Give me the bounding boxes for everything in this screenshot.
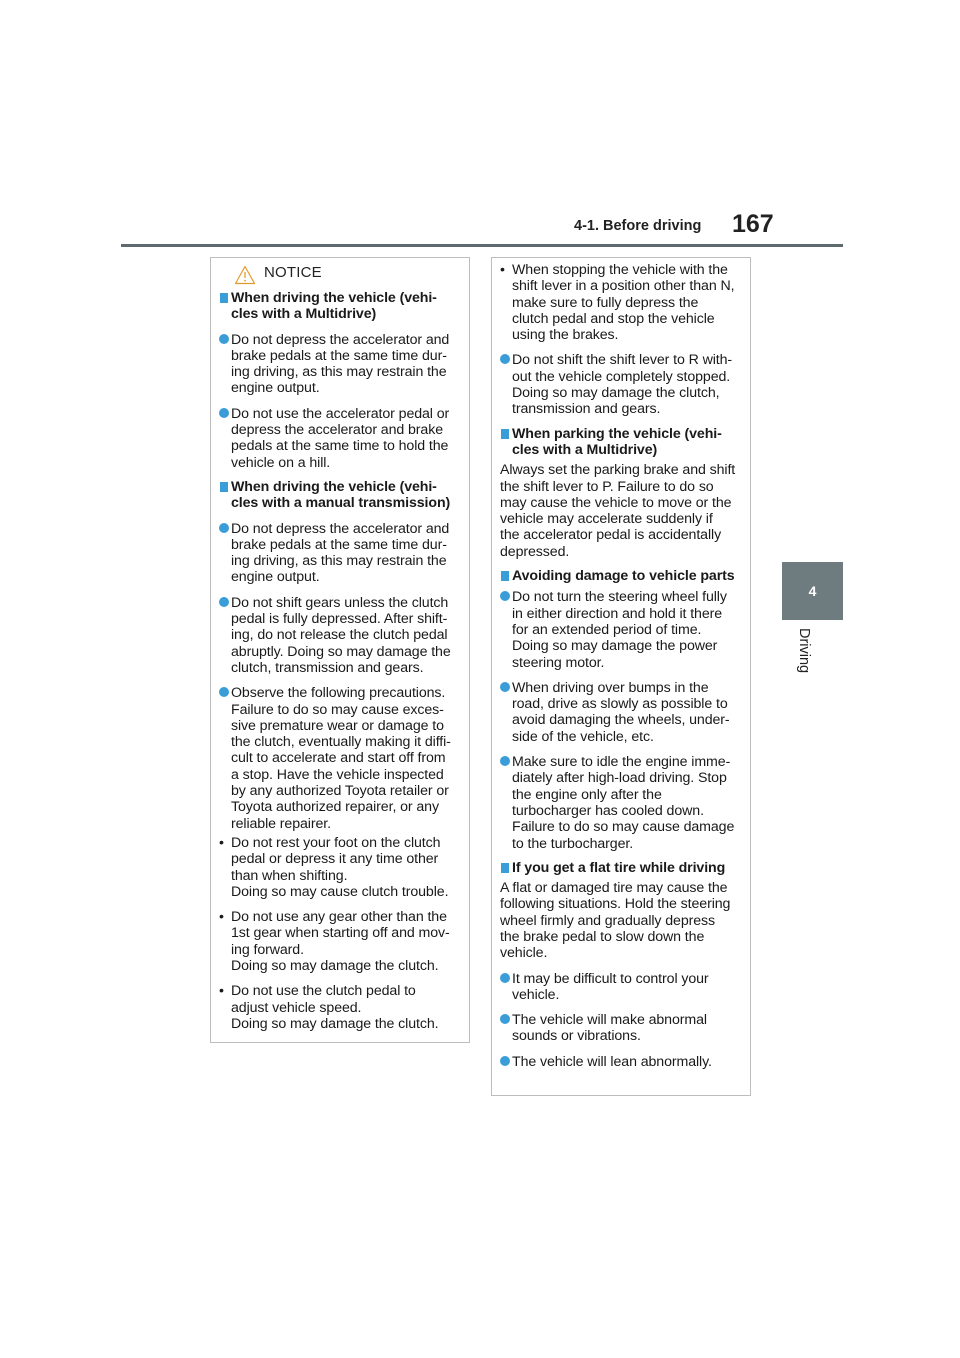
section-heading: When driving the vehicle (vehi- cles with a manual transmission) <box>219 479 466 512</box>
header-rule <box>121 244 843 247</box>
section-title: 4-1. Before driving <box>574 218 702 234</box>
list-item: Do not depress the accelerator and brake pedals at the same time dur- ing driving, as this may restrain the engine output. <box>219 521 466 586</box>
dot-bullet-icon <box>219 523 229 533</box>
dot-bullet-icon <box>219 334 229 344</box>
sub-bullet-icon: • <box>219 909 224 926</box>
notice-title: NOTICE <box>264 264 322 281</box>
square-bullet-icon <box>220 482 228 492</box>
square-bullet-icon <box>501 429 509 439</box>
chapter-tab: 4 <box>782 562 843 620</box>
section-heading: Avoiding damage to vehicle parts <box>500 568 747 584</box>
section-heading: When parking the vehicle (vehi- cles with a Multidrive) <box>500 426 747 459</box>
sub-bullet-icon: • <box>500 262 505 278</box>
section-heading: When driving the vehicle (vehi- cles with a Multidrive) <box>219 290 466 323</box>
notice-header <box>219 260 466 290</box>
notice-box-left <box>210 257 470 1043</box>
warning-triangle-icon <box>234 265 256 285</box>
list-item: Do not use the accelerator pedal or depress the accelerator and brake pedals at the same time to hold the vehicle on a hill. <box>219 406 466 471</box>
list-item: Observe the following precautions. Failure to do so may cause exces- sive premature wear or damage to the clutch, eventually making it diffi- cult to accelerate and start off from a stop. Have the vehicle inspected by any authorized Toyota retailer or Toyota authorized repairer, or any reliable repairer. <box>219 685 466 832</box>
dot-bullet-icon <box>500 1056 510 1066</box>
square-bullet-icon <box>501 863 509 873</box>
list-item: Do not turn the steering wheel fully in either direction and hold it there for an extended period of time. Doing so may damage the power steering motor. <box>500 589 747 670</box>
list-item: Do not shift the shift lever to R with- out the vehicle completely stopped. Doing so may damage the clutch, transmission and gears. <box>500 352 747 417</box>
list-item: Do not shift gears unless the clutch pedal is fully depressed. After shift- ing, do not release the clutch pedal abruptly. Doing so may damage the clutch, transmission and gears. <box>219 595 466 676</box>
list-item: When driving over bumps in the road, drive as slowly as possible to avoid damaging the wheels, under- side of the vehicle, etc. <box>500 680 747 745</box>
square-bullet-icon <box>220 293 228 303</box>
list-item: Do not depress the accelerator and brake pedals at the same time dur- ing driving, as this may restrain the engine output. <box>219 332 466 397</box>
sub-list-item: • Do not use any gear other than the 1st gear when starting off and mov- ing forward. Doing so may damage the clutch. <box>219 909 450 974</box>
list-item: It may be difficult to control your vehicle. <box>500 971 747 1004</box>
page-number: 167 <box>732 210 774 238</box>
sub-list-item: • Do not rest your foot on the clutch pedal or depress it any time other than when shifting. Doing so may cause clutch trouble. <box>219 834 449 900</box>
dot-bullet-icon <box>500 591 510 601</box>
dot-bullet-icon <box>500 682 510 692</box>
dot-bullet-icon <box>219 687 229 697</box>
dot-bullet-icon <box>500 973 510 983</box>
dot-bullet-icon <box>500 354 510 364</box>
chapter-label <box>795 628 813 688</box>
square-bullet-icon <box>501 571 509 581</box>
paragraph: Always set the parking brake and shift the shift lever to P. Failure to do so may cause the vehicle to move or the vehicle may accelerate suddenly if the accelerator pedal is accidentally depressed. <box>500 462 736 560</box>
paragraph: A flat or damaged tire may cause the following situations. Hold the steering wheel firmly and gradually depress the brake pedal to slow down the vehicle. <box>500 880 731 962</box>
sub-bullet-icon: • <box>219 834 224 851</box>
dot-bullet-icon <box>500 1014 510 1024</box>
sub-list-item: • Do not use the clutch pedal to adjust vehicle speed. Doing so may damage the clutch. <box>219 983 439 1032</box>
section-heading: If you get a flat tire while driving <box>500 860 747 876</box>
list-item: Make sure to idle the engine imme- diately after high-load driving. Stop the engine only after the turbocharger has cooled down. Failure to do so may cause damage to the turbocharger. <box>500 754 747 852</box>
chapter-label-text: Driving <box>796 628 812 674</box>
dot-bullet-icon <box>219 408 229 418</box>
dot-bullet-icon <box>219 597 229 607</box>
dot-bullet-icon <box>500 756 510 766</box>
sub-list-item: • When stopping the vehicle with the shift lever in a position other than N, make sure to fully depress the clutch pedal and stop the vehicle using the brakes. <box>500 262 735 344</box>
sub-bullet-icon: • <box>219 983 224 1000</box>
list-item: The vehicle will make abnormal sounds or vibrations. <box>500 1012 747 1045</box>
list-item: The vehicle will lean abnormally. <box>500 1054 747 1070</box>
notice-box-right <box>491 257 751 1096</box>
